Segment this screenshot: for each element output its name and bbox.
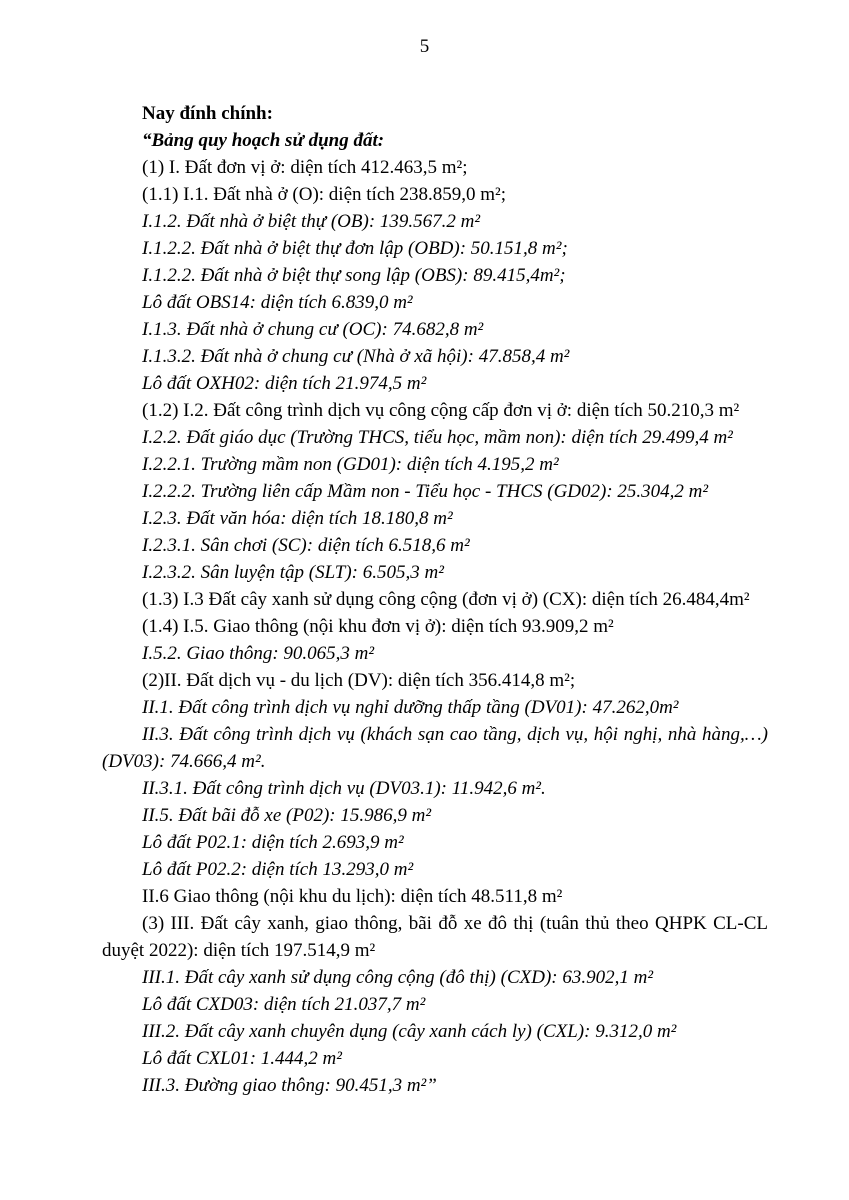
page-number: 5 — [419, 36, 430, 57]
list-item: I.2.2.2. Trường liên cấp Mầm non - Tiểu học - THCS (GD02): 25.304,2 m² — [142, 481, 709, 502]
list-item: Lô đất CXD03: diện tích 21.037,7 m² — [142, 994, 426, 1015]
list-item: I.2.3. Đất văn hóa: diện tích 18.180,8 m² — [142, 508, 453, 529]
list-item: Lô đất P02.2: diện tích 13.293,0 m² — [142, 859, 414, 880]
list-item: II.3.1. Đất công trình dịch vụ (DV03.1): 11.942,6 m². — [142, 778, 546, 799]
list-item: (1.3) I.3 Đất cây xanh sử dụng công cộng (đơn vị ở) (CX): diện tích 26.484,4m² — [142, 589, 750, 610]
list-item: Lô đất OXH02: diện tích 21.974,5 m² — [142, 373, 427, 394]
list-item: (1.4) I.5. Giao thông (nội khu đơn vị ở): diện tích 93.909,2 m² — [142, 616, 614, 637]
list-item: I.1.3. Đất nhà ở chung cư (OC): 74.682,8 m² — [142, 319, 484, 340]
list-item: (1.1) I.1. Đất nhà ở (O): diện tích 238.859,0 m²; — [142, 184, 507, 205]
list-item: I.2.3.2. Sân luyện tập (SLT): 6.505,3 m² — [142, 562, 444, 583]
list-item: I.1.2.2. Đất nhà ở biệt thự đơn lập (OBD): 50.151,8 m²; — [142, 238, 568, 259]
list-item: I.2.2. Đất giáo dục (Trường THCS, tiểu học, mầm non): diện tích 29.499,4 m² — [142, 427, 733, 448]
list-item: II.6 Giao thông (nội khu du lịch): diện tích 48.511,8 m² — [142, 886, 563, 907]
list-item: I.2.2.1. Trường mầm non (GD01): diện tích 4.195,2 m² — [142, 454, 559, 475]
list-item: I.1.3.2. Đất nhà ở chung cư (Nhà ở xã hội): 47.858,4 m² — [142, 346, 570, 367]
list-item: (2)II. Đất dịch vụ - du lịch (DV): diện tích 356.414,8 m²; — [142, 670, 576, 691]
list-item: III.1. Đất cây xanh sử dụng công cộng (đô thị) (CXD): 63.902,1 m² — [142, 967, 654, 988]
document-body — [102, 100, 768, 1099]
list-item: I.1.2.2. Đất nhà ở biệt thự song lập (OBS): 89.415,4m²; — [142, 265, 566, 286]
heading: Nay đính chính: — [142, 103, 273, 124]
land-use-list — [102, 154, 768, 1099]
list-item: III.3. Đường giao thông: 90.451,3 m²” — [142, 1075, 437, 1096]
list-item: I.1.2. Đất nhà ở biệt thự (OB): 139.567.2 m² — [142, 211, 481, 232]
list-item: III.2. Đất cây xanh chuyên dụng (cây xanh cách ly) (CXL): 9.312,0 m² — [142, 1021, 677, 1042]
list-item: I.2.3.1. Sân chơi (SC): diện tích 6.518,6 m² — [142, 535, 470, 556]
subheading: “Bảng quy hoạch sử dụng đất: — [142, 130, 385, 151]
list-item: I.5.2. Giao thông: 90.065,3 m² — [142, 643, 375, 664]
list-item: II.5. Đất bãi đỗ xe (P02): 15.986,9 m² — [142, 805, 432, 826]
list-item: Lô đất OBS14: diện tích 6.839,0 m² — [142, 292, 413, 313]
list-item: Lô đất P02.1: diện tích 2.693,9 m² — [142, 832, 404, 853]
list-item: (1) I. Đất đơn vị ở: diện tích 412.463,5 m²; — [142, 157, 468, 178]
list-item: II.1. Đất công trình dịch vụ nghỉ dưỡng thấp tầng (DV01): 47.262,0m² — [142, 697, 679, 718]
list-item: (3) III. Đất cây xanh, giao thông, bãi đỗ xe đô thị (tuân thủ theo QHPK CL-CL duyệt 2022): diện tích 197.514,9 m² — [102, 913, 768, 961]
list-item: II.3. Đất công trình dịch vụ (khách sạn cao tầng, dịch vụ, hội nghị, nhà hàng,…) (DV03): 74.666,4 m². — [102, 724, 768, 772]
list-item: Lô đất CXL01: 1.444,2 m² — [142, 1048, 342, 1069]
list-item: (1.2) I.2. Đất công trình dịch vụ công cộng cấp đơn vị ở: diện tích 50.210,3 m² — [142, 400, 740, 421]
